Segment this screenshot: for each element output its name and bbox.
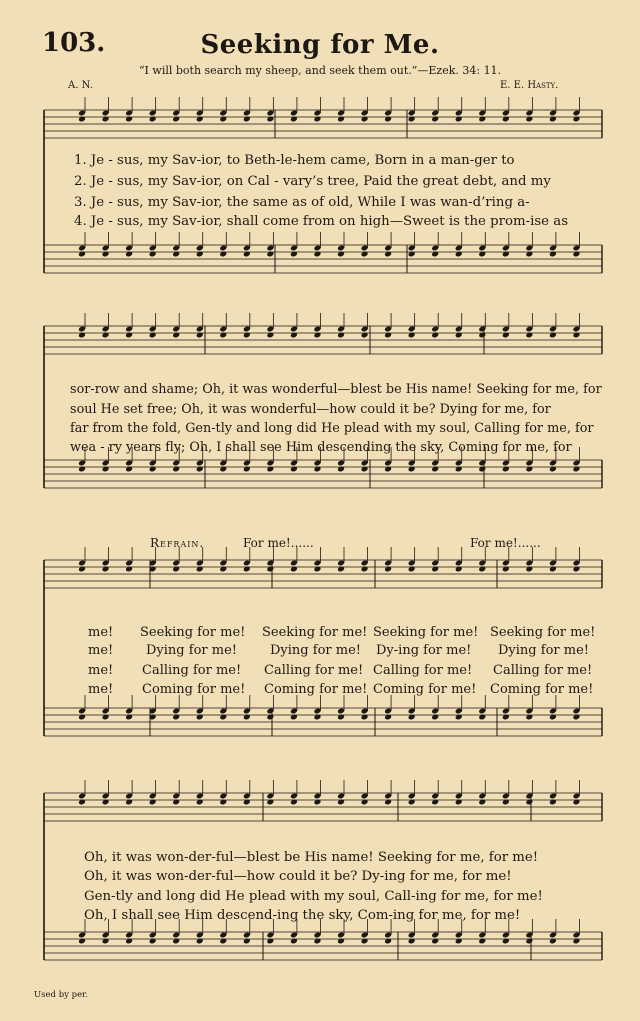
refrain-cell: Seeking for me!	[140, 625, 246, 640]
refrain-cell: me!	[88, 682, 114, 697]
refrain-cell: me!	[88, 663, 114, 678]
for-me-label-2: For me!......	[470, 536, 541, 550]
refrain-cell: Coming for me!	[142, 682, 246, 697]
scripture-reference: “I will both search my sheep, and seek them out.”—Ezek. 34: 11.	[138, 64, 502, 77]
verse-line-2-3: far from the fold, Gen-tly and long did He plead with my soul, Calling for me, for	[70, 421, 594, 436]
composer-name: E. E. Hasty.	[500, 80, 559, 91]
refrain-cell: Calling for me!	[373, 663, 473, 678]
refrain-cell: Calling for me!	[142, 663, 242, 678]
verse-line-4-4: Oh, I shall see Him descend-ing the sky, Com-ing for me, for me!	[84, 908, 521, 923]
refrain-cell: Dy-ing for me!	[376, 643, 472, 658]
hymn-title: Seeking for Me.	[200, 30, 440, 60]
verse-line-2-2: soul He set free; Oh, it was wonderful—how could it be? Dying for me, for	[70, 402, 551, 417]
refrain-cell: me!	[88, 625, 114, 640]
refrain-cell: Calling for me!	[493, 663, 593, 678]
verse-line-4-1: Oh, it was won-der-ful—blest be His name! Seeking for me, for me!	[84, 850, 539, 865]
verse-line-4-3: Gen-tly and long did He plead with my soul, Call-ing for me, for me!	[84, 889, 543, 904]
refrain-cell: Seeking for me!	[262, 625, 368, 640]
refrain-cell: Dying for me!	[498, 643, 589, 658]
verse-line-4-2: Oh, it was won-der-ful—how could it be? Dy-ing for me, for me!	[84, 869, 512, 884]
author-initials: A. N.	[68, 80, 93, 91]
refrain-label: Refrain.	[150, 536, 205, 550]
refrain-cell: me!	[88, 643, 114, 658]
verse-line-2-1: sor-row and shame; Oh, it was wonderful—blest be His name! Seeking for me, for	[70, 382, 602, 397]
refrain-cell: Dying for me!	[270, 643, 361, 658]
hymn-number: 103.	[42, 28, 106, 58]
verse-line-1-3: 3. Je - sus, my Sav-ior, the same as of old, While I was wan-d’ring a-	[74, 195, 530, 210]
refrain-cell: Seeking for me!	[373, 625, 479, 640]
refrain-cell: Coming for me!	[490, 682, 594, 697]
verse-line-1-1: 1. Je - sus, my Sav-ior, to Beth-le-hem came, Born in a man-ger to	[74, 153, 515, 168]
permission-note: Used by per.	[34, 990, 88, 1000]
refrain-cell: Seeking for me!	[490, 625, 596, 640]
verse-line-1-2: 2. Je - sus, my Sav-ior, on Cal - vary’s tree, Paid the great debt, and my	[74, 174, 551, 189]
refrain-cell: Calling for me!	[264, 663, 364, 678]
refrain-cell: Dying for me!	[146, 643, 237, 658]
for-me-label-1: For me!......	[243, 536, 314, 550]
verse-line-1-4: 4. Je - sus, my Sav-ior, shall come from on high—Sweet is the prom-ise as	[74, 214, 569, 229]
refrain-cell: Coming for me!	[264, 682, 368, 697]
refrain-cell: Coming for me!	[373, 682, 477, 697]
verse-line-2-4: wea - ry years fly; Oh, I shall see Him descending the sky, Coming for me, for	[70, 440, 572, 455]
